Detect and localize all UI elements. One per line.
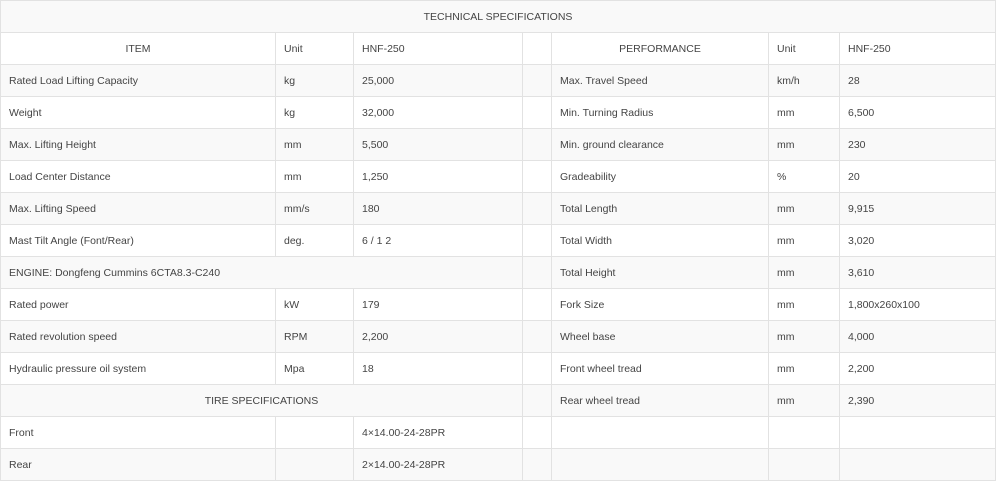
item-unit: kg xyxy=(276,97,354,129)
item-name: Max. Lifting Height xyxy=(1,129,276,161)
performance-value: 9,915 xyxy=(840,193,996,225)
table-row xyxy=(1,417,996,449)
spacer-cell xyxy=(523,225,552,257)
tire-position: Front xyxy=(1,417,276,449)
performance-value: 2,390 xyxy=(840,385,996,417)
header-unit-left: Unit xyxy=(276,33,354,65)
item-name: Rated revolution speed xyxy=(1,321,276,353)
tire-unit xyxy=(276,449,354,481)
table-row xyxy=(1,449,996,481)
item-value: 180 xyxy=(354,193,523,225)
item-value: 5,500 xyxy=(354,129,523,161)
header-item: ITEM xyxy=(1,33,276,65)
table-row xyxy=(1,161,996,193)
performance-value: 20 xyxy=(840,161,996,193)
table-row xyxy=(1,129,996,161)
engine-row xyxy=(1,257,996,289)
performance-name: Fork Size xyxy=(552,289,769,321)
spacer-cell xyxy=(523,289,552,321)
table-row xyxy=(1,225,996,257)
performance-value: 28 xyxy=(840,65,996,97)
item-name: Load Center Distance xyxy=(1,161,276,193)
item-value: 1,250 xyxy=(354,161,523,193)
spacer-cell xyxy=(523,385,552,417)
tire-specifications-heading: TIRE SPECIFICATIONS xyxy=(1,385,523,417)
performance-name: Front wheel tread xyxy=(552,353,769,385)
item-value: 25,000 xyxy=(354,65,523,97)
item-unit: mm/s xyxy=(276,193,354,225)
performance-name: Min. Turning Radius xyxy=(552,97,769,129)
spacer-cell xyxy=(523,161,552,193)
performance-name: Wheel base xyxy=(552,321,769,353)
performance-name: Max. Travel Speed xyxy=(552,65,769,97)
performance-value: 1,800x260x100 xyxy=(840,289,996,321)
spacer-cell xyxy=(523,257,552,289)
tire-unit xyxy=(276,417,354,449)
spacer-cell xyxy=(523,97,552,129)
spacer-cell xyxy=(523,353,552,385)
spacer-cell xyxy=(523,65,552,97)
performance-name: Min. ground clearance xyxy=(552,129,769,161)
performance-name: Total Length xyxy=(552,193,769,225)
performance-unit: mm xyxy=(769,193,840,225)
item-name: Rated power xyxy=(1,289,276,321)
performance-name xyxy=(552,449,769,481)
performance-unit: mm xyxy=(769,353,840,385)
title-row xyxy=(1,1,996,33)
performance-unit: mm xyxy=(769,97,840,129)
header-model-right: HNF-250 xyxy=(840,33,996,65)
item-unit: kW xyxy=(276,289,354,321)
tire-size: 4×14.00-24-28PR xyxy=(354,417,523,449)
table-row xyxy=(1,193,996,225)
performance-value xyxy=(840,449,996,481)
table-title: TECHNICAL SPECIFICATIONS xyxy=(1,1,996,33)
performance-value xyxy=(840,417,996,449)
performance-name: Total Width xyxy=(552,225,769,257)
spacer-cell xyxy=(523,193,552,225)
performance-name: Rear wheel tread xyxy=(552,385,769,417)
item-value: 179 xyxy=(354,289,523,321)
table-row xyxy=(1,97,996,129)
performance-unit: mm xyxy=(769,257,840,289)
header-model-left: HNF-250 xyxy=(354,33,523,65)
performance-unit: mm xyxy=(769,129,840,161)
table-row xyxy=(1,289,996,321)
item-value: 18 xyxy=(354,353,523,385)
table-row xyxy=(1,65,996,97)
performance-value: 2,200 xyxy=(840,353,996,385)
item-unit: Mpa xyxy=(276,353,354,385)
spacer-cell xyxy=(523,417,552,449)
engine-label: ENGINE: Dongfeng Cummins 6CTA8.3-C240 xyxy=(1,257,523,289)
spacer-cell xyxy=(523,129,552,161)
performance-unit: mm xyxy=(769,385,840,417)
performance-unit: % xyxy=(769,161,840,193)
performance-name xyxy=(552,417,769,449)
performance-value: 6,500 xyxy=(840,97,996,129)
item-unit: deg. xyxy=(276,225,354,257)
item-unit: mm xyxy=(276,129,354,161)
item-value: 2,200 xyxy=(354,321,523,353)
header-unit-right: Unit xyxy=(769,33,840,65)
spacer-cell xyxy=(523,449,552,481)
performance-name: Gradeability xyxy=(552,161,769,193)
performance-name: Total Height xyxy=(552,257,769,289)
performance-unit: mm xyxy=(769,225,840,257)
performance-unit: km/h xyxy=(769,65,840,97)
performance-unit: mm xyxy=(769,321,840,353)
spacer-cell xyxy=(523,33,552,65)
table-row xyxy=(1,321,996,353)
item-name: Max. Lifting Speed xyxy=(1,193,276,225)
table-row xyxy=(1,353,996,385)
item-name: Rated Load Lifting Capacity xyxy=(1,65,276,97)
item-unit: RPM xyxy=(276,321,354,353)
item-name: Weight xyxy=(1,97,276,129)
performance-value: 3,610 xyxy=(840,257,996,289)
item-unit: kg xyxy=(276,65,354,97)
performance-value: 4,000 xyxy=(840,321,996,353)
header-performance: PERFORMANCE xyxy=(552,33,769,65)
item-value: 32,000 xyxy=(354,97,523,129)
tire-header-row xyxy=(1,385,996,417)
header-row xyxy=(1,33,996,65)
item-unit: mm xyxy=(276,161,354,193)
tire-size: 2×14.00-24-28PR xyxy=(354,449,523,481)
tire-position: Rear xyxy=(1,449,276,481)
performance-unit xyxy=(769,449,840,481)
item-name: Hydraulic pressure oil system xyxy=(1,353,276,385)
item-value: 6 / 1 2 xyxy=(354,225,523,257)
performance-value: 230 xyxy=(840,129,996,161)
item-name: Mast Tilt Angle (Font/Rear) xyxy=(1,225,276,257)
spacer-cell xyxy=(523,321,552,353)
performance-value: 3,020 xyxy=(840,225,996,257)
performance-unit xyxy=(769,417,840,449)
performance-unit: mm xyxy=(769,289,840,321)
